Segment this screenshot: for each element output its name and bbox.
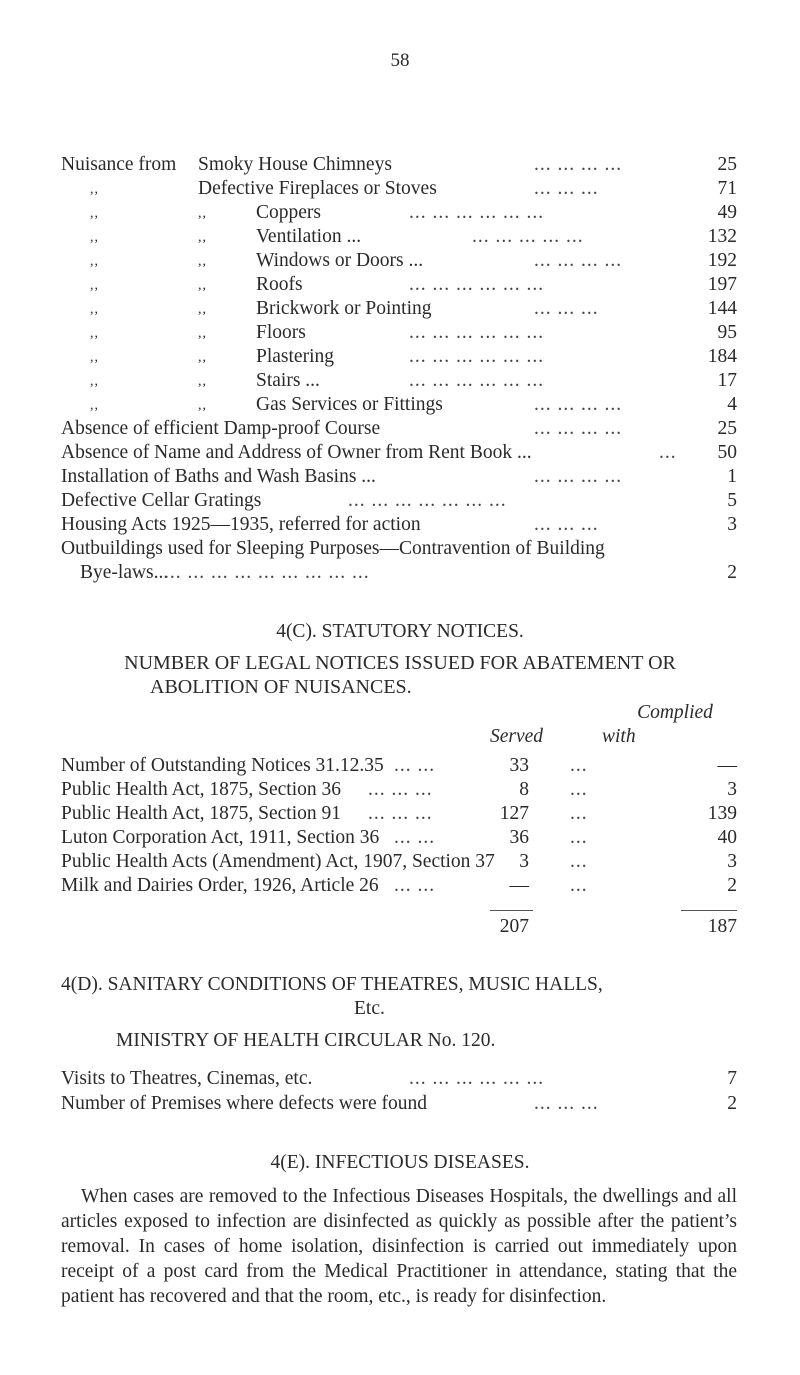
nuisance-row [0,154,800,180]
table-row [0,1068,800,1094]
nuisance-label: Absence of efficient Damp-proof Course [61,418,381,439]
nuisance-label: Windows or Doors ... [256,250,424,271]
leader-dots: ... [570,851,588,872]
leader-dots: ... ... ... ... [534,418,623,439]
nuisance-label: Roofs [256,274,303,295]
ditto-mark: ,, [198,278,207,293]
leader-dots: ... ... ... ... ... ... [409,1068,545,1089]
nuisance-count: 192 [707,250,737,271]
ditto-mark: ,, [90,302,99,317]
leader-dots: ... ... ... ... ... ... [409,322,545,343]
nuisance-label: Outbuildings used for Sleeping Purposes—Contravention of Building [61,538,605,559]
nuisance-label: Absence of Name and Address of Owner from Rent Book ... [61,442,532,463]
nuisance-count: 50 [717,442,737,463]
nuisance-label: Plastering [256,346,334,367]
ditto-mark: ,, [90,350,99,365]
row-label: Public Health Acts (Amendment) Act, 1907, Section 37 [61,851,495,872]
leader-dots: ... ... ... ... [534,154,623,175]
leader-dots: ... ... ... [368,803,433,824]
row-label: Luton Corporation Act, 1911, Section 36 [61,827,380,848]
leader-dots: ... [570,755,588,776]
ditto-mark: ,, [90,206,99,221]
subheading-legal-notices: NUMBER OF LEGAL NOTICES ISSUED FOR ABATEMENT OR [124,652,676,674]
ditto-mark: ,, [90,182,99,197]
nuisance-label: Bye-laws... [80,562,169,583]
row-value: 7 [727,1068,737,1089]
leader-dots: ... ... ... ... ... [472,226,584,247]
ditto-mark: ,, [90,254,99,269]
leader-dots: ... [570,875,588,896]
leader-dots: ... ... ... ... ... ... ... [348,490,507,511]
table-row [0,803,800,829]
leader-dots: ... [570,803,588,824]
nuisance-row [0,514,800,540]
nuisance-row [0,490,800,516]
total-served: 207 [499,916,529,937]
ditto-mark: ,, [198,230,207,245]
nuisance-row [0,466,800,492]
nuisance-row [0,562,800,588]
leader-dots: ... ... ... ... ... ... [409,202,545,223]
circular-title: MINISTRY OF HEALTH CIRCULAR No. 120. [116,1030,496,1051]
nuisance-row [0,274,800,300]
leader-dots: ... ... ... ... ... ... [409,370,545,391]
ditto-mark: ,, [90,398,99,413]
nuisance-label: Gas Services or Fittings [256,394,443,415]
nuisance-row [0,538,800,564]
section-heading-sanitary-etc: Etc. [354,998,385,1019]
table-row [0,1093,800,1119]
leader-dots: ... [570,779,588,800]
leader-dots: ... ... ... [534,178,599,199]
ditto-mark: ,, [90,278,99,293]
leader-dots: ... ... ... [534,1093,599,1114]
ditto-mark: ,, [90,230,99,245]
nuisance-label: Coppers [256,202,321,223]
section-heading-statutory: 4(C). STATUTORY NOTICES. [276,621,524,642]
ditto-mark: ,, [198,326,207,341]
table-row [0,755,800,781]
nuisance-label: Defective Cellar Gratings [61,490,262,511]
nuisance-count: 4 [727,394,737,415]
section-heading-sanitary: 4(D). SANITARY CONDITIONS OF THEATRES, MUSIC HALLS, [61,974,603,995]
totals-row [0,916,800,942]
row-label: Public Health Act, 1875, Section 36 [61,779,342,800]
row-label: Milk and Dairies Order, 1926, Article 26 [61,875,379,896]
served-value: — [509,875,529,896]
nuisance-label: Ventilation ... [256,226,362,247]
nuisance-row [0,178,800,204]
section-heading-infectious: 4(E). INFECTIOUS DISEASES. [270,1152,530,1173]
nuisance-label: Stairs ... [256,370,320,391]
nuisance-row [0,250,800,276]
column-header-served: Served [490,726,544,747]
nuisance-label: Brickwork or Pointing [256,298,432,319]
ditto-mark: ,, [90,374,99,389]
ditto-mark: ,, [90,326,99,341]
served-value: 8 [519,779,529,800]
nuisance-row [0,346,800,372]
infectious-paragraph: When cases are removed to the Infectious Diseases Hospitals, the dwellings and all articles exposed to infection are disinfected as quickly as possible after the patient’s removal. In cases of home isolation, disinfection is carried out immediately upon receipt of a post card from the Medical Practitioner in attendance, stating that the patient has recovered and that the room, etc., is ready for disinfection. [61,1186,737,1307]
table-row [0,827,800,853]
nuisance-row [0,418,800,444]
leader-dots: ... ... ... ... ... ... [409,274,545,295]
served-value: 3 [519,851,529,872]
complied-value: 3 [727,779,737,800]
ditto-mark: ,, [198,254,207,269]
leader-dots: ... [570,827,588,848]
total-complied: 187 [707,916,737,937]
total-rule-complied [681,910,737,911]
nuisance-count: 1 [727,466,737,487]
leader-dots: ... ... ... [534,298,599,319]
nuisance-row [0,298,800,324]
row-label: Number of Premises where defects were found [61,1093,428,1114]
nuisance-row [0,202,800,228]
leader-dots: ... ... ... ... ... ... [409,346,545,367]
leader-dots: ... ... ... ... [534,394,623,415]
nuisance-label: Floors [256,322,306,343]
ditto-mark: ,, [198,398,207,413]
column-header-with: with [602,726,636,747]
row-value: 2 [727,1093,737,1114]
nuisance-count: 3 [727,514,737,535]
nuisance-row [0,442,800,468]
served-value: 33 [509,755,529,776]
nuisance-count: 95 [717,322,737,343]
leader-dots: ... ... ... ... ... ... ... ... ... [164,562,370,583]
ditto-mark: ,, [198,350,207,365]
nuisance-label: Installation of Baths and Wash Basins ... [61,466,376,487]
nuisance-row [0,322,800,348]
column-header-complied: Complied [637,702,713,723]
nuisance-count: 2 [727,562,737,583]
complied-value: — [717,755,737,776]
table-row [0,779,800,805]
leader-dots: ... ... [394,755,436,776]
leader-dots: ... [659,442,677,463]
nuisance-row [0,226,800,252]
row-label: Number of Outstanding Notices 31.12.35 [61,755,384,776]
complied-value: 40 [717,827,737,848]
nuisance-count: 184 [707,346,737,367]
leader-dots: ... ... [394,827,436,848]
leader-dots: ... ... ... ... [534,250,623,271]
ditto-mark: ,, [198,206,207,221]
nuisance-count: 71 [717,178,737,199]
leader-dots: ... ... ... ... [534,466,623,487]
nuisance-label: Defective Fireplaces or Stoves [198,178,437,199]
page-number: 58 [390,50,410,71]
nuisance-count: 25 [717,418,737,439]
total-rule-served [490,910,533,911]
row-label: Visits to Theatres, Cinemas, etc. [61,1068,313,1089]
leader-dots: ... ... ... [534,514,599,535]
nuisance-count: 197 [707,274,737,295]
table-row [0,851,800,877]
served-value: 36 [509,827,529,848]
ditto-mark: ,, [198,374,207,389]
nuisance-row [0,394,800,420]
ditto-mark: ,, [198,302,207,317]
complied-value: 2 [727,875,737,896]
complied-value: 3 [727,851,737,872]
nuisance-count: 144 [707,298,737,319]
nuisance-count: 25 [717,154,737,175]
nuisance-count: 17 [717,370,737,391]
complied-value: 139 [707,803,737,824]
nuisance-label: Smoky House Chimneys [198,154,392,175]
leader-dots: ... ... ... [368,779,433,800]
nuisance-label: Housing Acts 1925—1935, referred for action [61,514,421,535]
served-value: 127 [499,803,529,824]
nuisance-count: 5 [727,490,737,511]
leader-dots: ... ... [394,875,436,896]
row-label: Public Health Act, 1875, Section 91 [61,803,342,824]
nuisance-count: 49 [717,202,737,223]
nuisance-row [0,370,800,396]
subheading-legal-notices-2: ABOLITION OF NUISANCES. [150,676,412,698]
nuisance-prefix: Nuisance from [61,154,177,175]
nuisance-count: 132 [707,226,737,247]
table-row [0,875,800,901]
